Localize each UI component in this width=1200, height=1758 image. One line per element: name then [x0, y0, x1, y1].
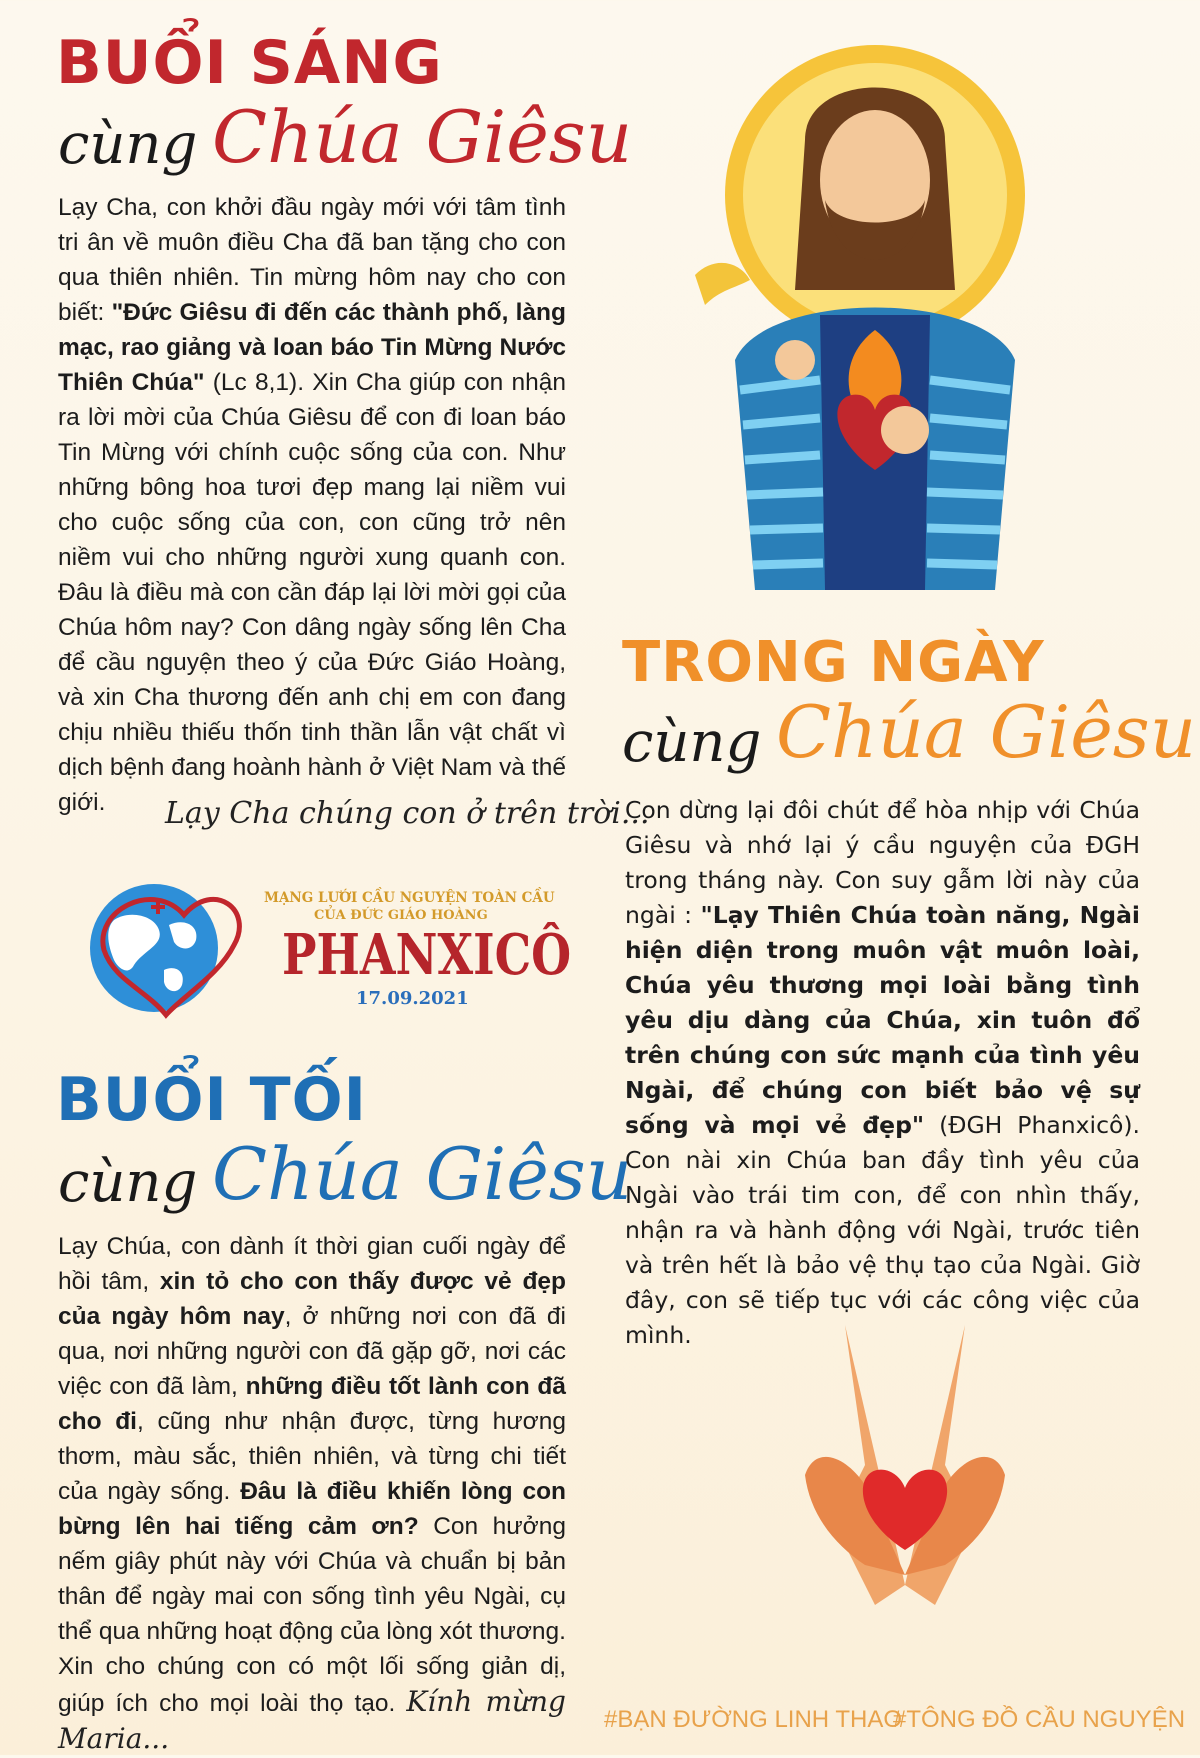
- morning-text-2: (Lc 8,1). Xin Cha giúp con nhận ra lời mời của Chúa Giêsu để con đi loan báo Tin Mừng với chính cuộc sống của con. Như những bông hoa tươi đẹp mang lại niềm vui cho cuộc sống của con, con cũng trở nên niềm vui cho những người xung quanh con. Đâu là điều mà con cần đáp lại lời mời gọi của Chúa hôm nay? Con dâng ngày sống lên Cha để cầu nguyện theo ý của Đức Giáo Hoàng, và xin Cha thương đến anh chị em con đang chịu nhiều thiếu thốn tinh thần lẫn vật chất vì dịch bệnh đang hoành hành ở Việt Nam và thế giới.: [58, 369, 566, 816]
- day-quote: "Lạy Thiên Chúa toàn năng, Ngài hiện diện trong muôn vật muôn loài, Chúa yêu thương mọi loài bằng tình yêu dịu dàng của Chúa, xin tuôn đổ trên chúng con sức mạnh của tình yêu Ngài, để chúng con biết bảo vệ sự sống và mọi vẻ đẹp": [625, 901, 1140, 1139]
- morning-name: Chúa Giêsu: [212, 95, 633, 179]
- day-name: Chúa Giêsu: [776, 690, 1197, 774]
- hashtag-tong-do: #TÔNG ĐỒ CẦU NGUYỆN: [893, 1706, 1186, 1733]
- logo-name: PHANXICÔ: [282, 922, 572, 988]
- evening-cung: cùng: [58, 1150, 198, 1215]
- globe-heart-icon: [74, 870, 254, 1020]
- day-title: TRONG NGÀY: [622, 630, 1045, 695]
- evening-prayer: [58, 1229, 566, 1758]
- morning-quote: "Đức Giêsu đi đến các thành phố, làng mạc, rao giảng và loan báo Tin Mừng Nước Thiên Chúa": [58, 299, 566, 396]
- morning-cung: cùng: [58, 112, 198, 177]
- day-cung: cùng: [622, 710, 762, 775]
- evening-text-1: Lạy Chúa, con dành ít thời gian cuối ngày để hồi tâm,: [58, 1233, 566, 1295]
- evening-bold-3: Đâu là điều khiến lòng con bừng lên hai tiếng cảm ơn?: [58, 1478, 566, 1540]
- hashtag-linh-thao: #BẠN ĐƯỜNG LINH THAO: [604, 1706, 903, 1733]
- day-prayer: [625, 793, 1140, 1353]
- day-text-1: Con dừng lại đôi chút để hòa nhịp với Chúa Giêsu và nhớ lại ý cầu nguyện của ĐGH trong tháng này. Con suy gẫm lời này của ngài :: [625, 796, 1140, 929]
- evening-title: BUỔI TỐI: [56, 1065, 367, 1135]
- evening-text-4: Con hưởng nếm giây phút này với Chúa và chuẩn bị bản thân để ngày mai con sống tình yêu Ngài, cụ thể qua những hoạt động của lòng xót thương. Xin cho chúng con có một lối sống giản dị, giúp ích cho mọi loài thọ tạo.: [58, 1513, 566, 1717]
- evening-text-2: , ở những nơi con đã đi qua, nơi những người con đã gặp gỡ, nơi các việc con đã làm,: [58, 1303, 566, 1400]
- morning-text-1: Lạy Cha, con khởi đầu ngày mới với tâm tình tri ân về muôn điều Cha đã ban tặng cho con qua thiên nhiên. Tin mừng hôm nay cho con biết:: [58, 194, 566, 326]
- evening-closing: Kính mừng Maria...: [58, 1685, 566, 1755]
- evening-bold-1: xin tỏ cho con thấy được vẻ đẹp của ngày hôm nay: [58, 1268, 566, 1330]
- morning-prayer: [58, 190, 566, 820]
- pope-prayer-logo: [74, 870, 572, 1020]
- morning-title: BUỔI SÁNG: [56, 28, 443, 98]
- evening-bold-2: những điều tốt lành con đã cho đi: [58, 1373, 567, 1435]
- logo-line1: MẠNG LƯỚI CẦU NGUYỆN TOÀN CẦU: [264, 890, 555, 906]
- evening-text-3: , cũng như nhận được, từng hương thơm, màu sắc, thiên nhiên, và từng chi tiết của ngày sống.: [58, 1408, 567, 1505]
- sacred-heart-illustration: [655, 30, 1075, 610]
- evening-name: Chúa Giêsu: [212, 1132, 633, 1216]
- logo-date: 17.09.2021: [356, 988, 469, 1009]
- hands-heart-illustration: [805, 1325, 1005, 1625]
- morning-closing: Lạy Cha chúng con ở trên trời...: [165, 796, 650, 831]
- logo-line2: CỦA ĐỨC GIÁO HOÀNG: [314, 908, 488, 923]
- day-text-2: (ĐGH Phanxicô). Con nài xin Chúa ban đầy tình yêu của Ngài vào trái tim con, để con nhìn thấy, nhận ra và hành động với Ngài, trước tiên và trên hết là bảo vệ thụ tạo của Ngài. Giờ đây, con sẽ tiếp tục với các công việc của mình.: [625, 1111, 1141, 1349]
